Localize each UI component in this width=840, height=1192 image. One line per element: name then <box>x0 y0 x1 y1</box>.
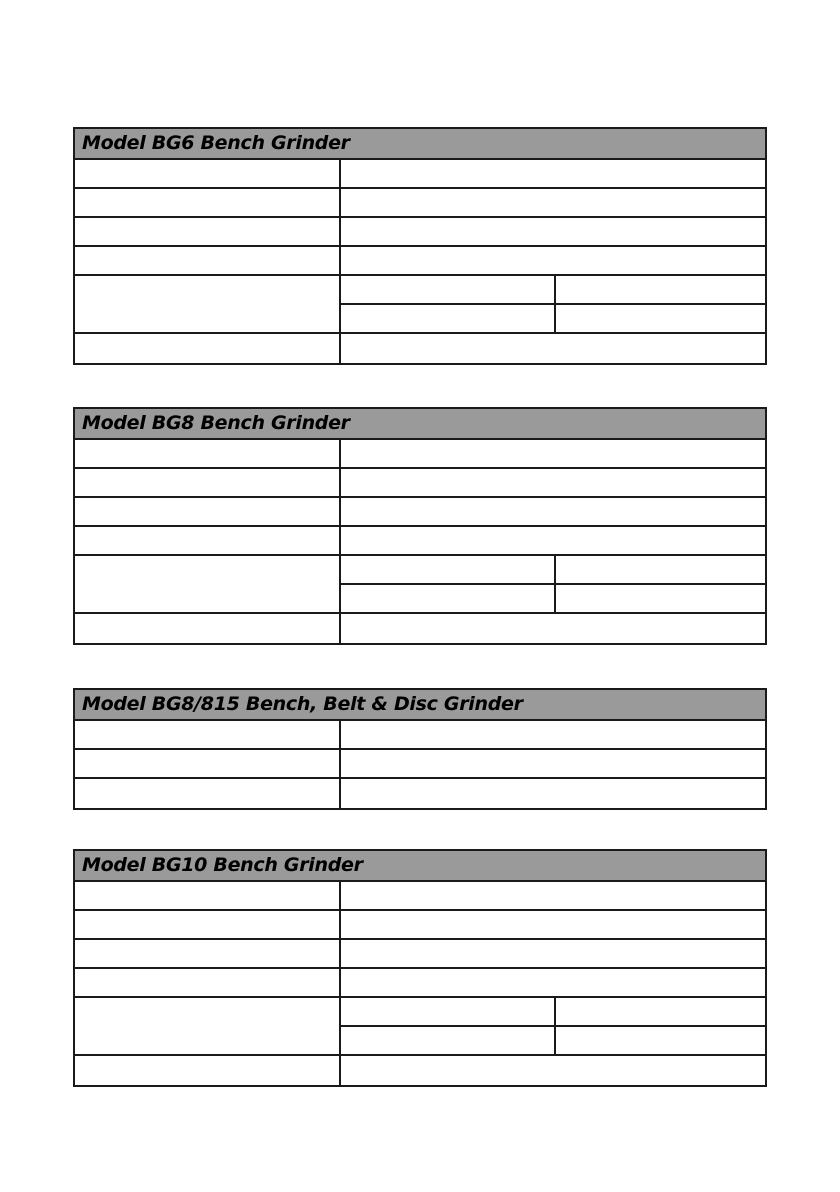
sub-cell <box>341 585 556 612</box>
label-cell <box>75 940 341 967</box>
table-row <box>75 779 765 808</box>
sub-cell <box>341 556 556 583</box>
sub-row <box>341 305 765 332</box>
value-cell <box>341 469 765 496</box>
value-split <box>341 556 765 612</box>
label-cell <box>75 721 341 748</box>
label-cell <box>75 334 341 363</box>
value-split <box>341 276 765 332</box>
sub-cell <box>556 998 765 1025</box>
sub-cell <box>556 276 765 303</box>
label-cell <box>75 911 341 938</box>
table-row <box>75 750 765 779</box>
table-row <box>75 334 765 363</box>
value-cell <box>341 911 765 938</box>
label-cell <box>75 498 341 525</box>
sub-row <box>341 556 765 585</box>
label-cell <box>75 779 341 808</box>
value-cell <box>341 940 765 967</box>
table-row <box>75 218 765 247</box>
table-row <box>75 1056 765 1085</box>
table-row <box>75 440 765 469</box>
value-cell <box>341 721 765 748</box>
table-row-split <box>75 998 765 1056</box>
sub-row <box>341 1027 765 1054</box>
table-title: Model BG8/815 Bench, Belt & Disc Grinder <box>75 690 765 721</box>
value-cell <box>341 247 765 274</box>
value-cell <box>341 614 765 643</box>
sub-cell <box>341 276 556 303</box>
value-cell <box>341 440 765 467</box>
spec-table-bg8-815 <box>73 688 767 810</box>
label-cell <box>75 882 341 909</box>
sub-cell <box>341 305 556 332</box>
label-cell <box>75 189 341 216</box>
label-cell <box>75 969 341 996</box>
label-cell <box>75 527 341 554</box>
label-cell <box>75 750 341 777</box>
label-cell <box>75 218 341 245</box>
sub-cell <box>556 305 765 332</box>
table-row <box>75 527 765 556</box>
label-cell <box>75 998 341 1054</box>
table-title: Model BG10 Bench Grinder <box>75 851 765 882</box>
value-cell <box>341 189 765 216</box>
value-cell <box>341 750 765 777</box>
sub-cell <box>556 1027 765 1054</box>
table-row <box>75 721 765 750</box>
label-cell <box>75 276 341 332</box>
spec-table-bg6 <box>73 127 767 365</box>
table-row <box>75 160 765 189</box>
table-row <box>75 189 765 218</box>
sub-row <box>341 276 765 305</box>
value-cell <box>341 1056 765 1085</box>
label-cell <box>75 1056 341 1085</box>
sub-cell <box>556 556 765 583</box>
value-cell <box>341 498 765 525</box>
value-split <box>341 998 765 1054</box>
sub-cell <box>341 1027 556 1054</box>
value-cell <box>341 779 765 808</box>
label-cell <box>75 247 341 274</box>
value-cell <box>341 334 765 363</box>
value-cell <box>341 882 765 909</box>
label-cell <box>75 160 341 187</box>
spec-table-bg8 <box>73 407 767 645</box>
table-row <box>75 882 765 911</box>
table-row <box>75 940 765 969</box>
label-cell <box>75 556 341 612</box>
sub-cell <box>556 585 765 612</box>
value-cell <box>341 160 765 187</box>
label-cell <box>75 440 341 467</box>
table-row-split <box>75 276 765 334</box>
table-row <box>75 614 765 643</box>
table-row <box>75 247 765 276</box>
table-title: Model BG8 Bench Grinder <box>75 409 765 440</box>
sub-cell <box>341 998 556 1025</box>
table-title: Model BG6 Bench Grinder <box>75 129 765 160</box>
label-cell <box>75 469 341 496</box>
label-cell <box>75 614 341 643</box>
table-row <box>75 969 765 998</box>
value-cell <box>341 218 765 245</box>
value-cell <box>341 969 765 996</box>
sub-row <box>341 998 765 1027</box>
value-cell <box>341 527 765 554</box>
table-row <box>75 498 765 527</box>
table-row <box>75 911 765 940</box>
table-row-split <box>75 556 765 614</box>
table-row <box>75 469 765 498</box>
spec-table-bg10 <box>73 849 767 1087</box>
sub-row <box>341 585 765 612</box>
